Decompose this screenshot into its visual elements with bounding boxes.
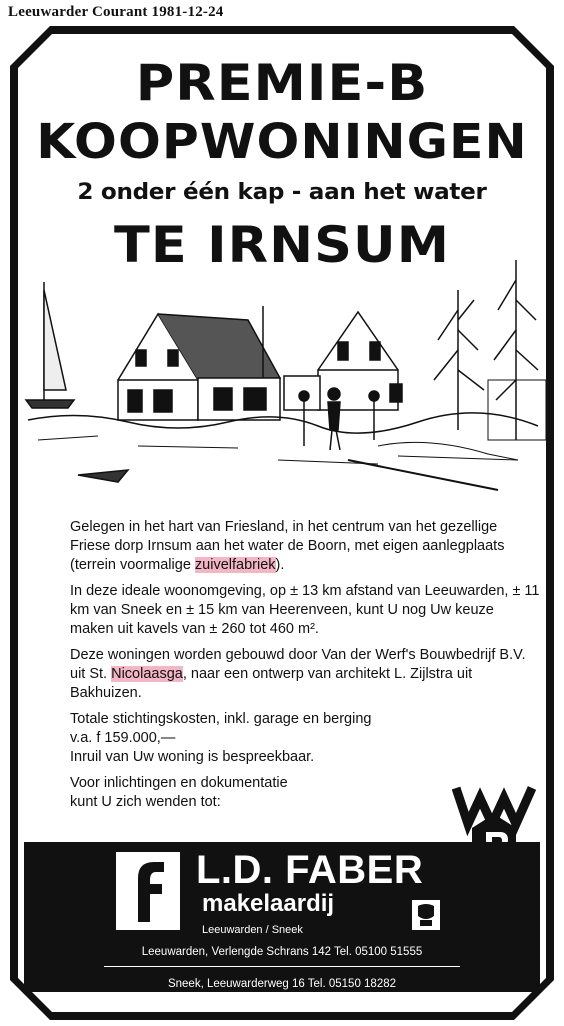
paragraph-location bbox=[70, 518, 540, 575]
paragraph-contact: Voor inlichtingen en dokumentatie kunt U zich wenden tot: bbox=[70, 775, 288, 810]
nvm-emblem-icon bbox=[412, 900, 440, 930]
footer-divider bbox=[104, 966, 460, 967]
headline-subtitle: 2 onder één kap - aan het water bbox=[77, 180, 487, 205]
houses-illustration bbox=[18, 250, 546, 520]
highlight-zuivelfabriek: zuivelfabriek bbox=[194, 557, 276, 573]
paragraph-location-text: Gelegen in het hart van Friesland, in het centrum van het gezellige Friese dorp Irnsum aan het water de Boorn, met eigen aanlegplaats (terrein voormalige bbox=[70, 519, 505, 573]
paragraph-location-end: ). bbox=[275, 557, 285, 573]
paragraph-costs: Totale stichtingskosten, inkl. garage en berging v.a. f 159.000,— Inruil van Uw woning is bespreekbaar. bbox=[70, 711, 372, 765]
company-subtitle: makelaardij bbox=[202, 890, 335, 917]
highlight-nicolaasga: Nicolaasga bbox=[111, 666, 183, 682]
address-sneek: Sneek, Leeuwarderweg 16 Tel. 05150 18282 bbox=[167, 978, 397, 990]
ad-body-text bbox=[70, 518, 540, 819]
faber-f-logo-icon bbox=[116, 852, 180, 930]
company-name: L.D. FABER bbox=[196, 848, 424, 892]
address-leeuwarden: Leeuwarden, Verlengde Schrans 142 Tel. 05100 51555 bbox=[141, 946, 423, 958]
paragraph-builder bbox=[70, 646, 540, 703]
headline-location: TE IRNSUM bbox=[114, 216, 451, 274]
paragraph-distances: In deze ideale woonomgeving, op ± 13 km afstand van Leeuwarden, ± 11 km van Sneek en ± 15 km van Heerenveen, kunt U nog Uw keuze maken uit kavels van ± 260 tot 460 m². bbox=[70, 583, 540, 637]
paragraph-builder-end: , naar een ontwerp van architekt L. Zijlstra uit Bakhuizen. bbox=[70, 666, 473, 701]
newspaper-source-label: Leeuwarder Courant 1981-12-24 bbox=[8, 4, 224, 20]
agency-footer bbox=[24, 842, 540, 992]
headline-premie-b: PREMIE-B bbox=[135, 54, 429, 112]
headline-koopwoningen: KOOPWONINGEN bbox=[36, 114, 528, 170]
company-locations: Leeuwarden / Sneek bbox=[202, 924, 303, 936]
paragraph-builder-text: Deze woningen worden gebouwd door Van der Werf's Bouwbedrijf B.V. uit St. bbox=[70, 647, 526, 682]
